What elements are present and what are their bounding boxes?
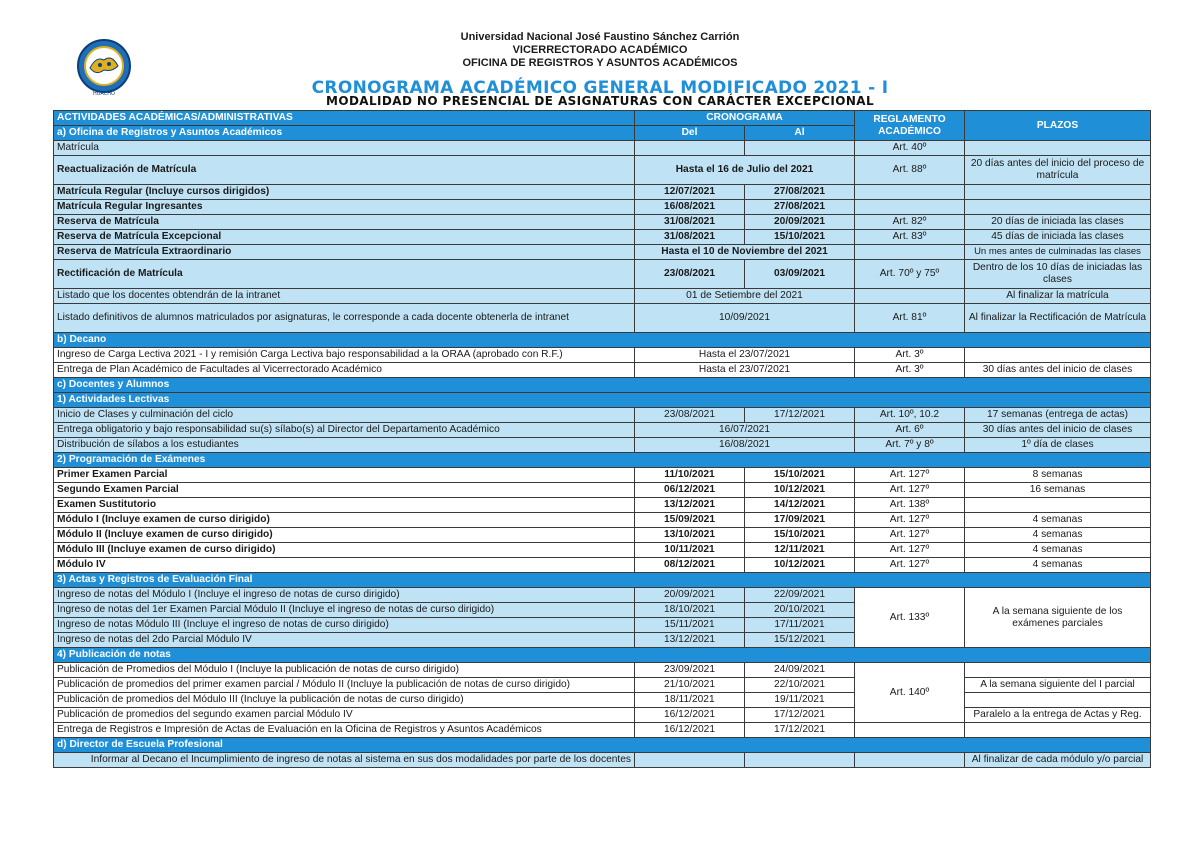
date-range-cell: 16/08/2021 bbox=[635, 438, 855, 453]
del-cell: 21/10/2021 bbox=[635, 678, 745, 693]
plazo-cell: 20 días de iniciada las clases bbox=[965, 215, 1151, 230]
del-cell: 20/09/2021 bbox=[635, 588, 745, 603]
art-cell bbox=[855, 245, 965, 260]
activity-cell: Entrega de Plan Académico de Facultades al Vicerrectorado Académico bbox=[54, 363, 635, 378]
activity-cell: Informar al Decano el Incumplimiento de ingreso de notas al sistema en sus dos modalidades por parte de los docentes bbox=[54, 753, 635, 768]
del-cell: 11/10/2021 bbox=[635, 468, 745, 483]
table-row bbox=[54, 693, 1151, 708]
del-cell bbox=[635, 141, 745, 156]
page-title: CRONOGRAMA ACADÉMICO GENERAL MODIFICADO 2021 - I bbox=[311, 78, 889, 98]
activity-cell: Módulo II (Incluye examen de curso dirigido) bbox=[54, 528, 635, 543]
table-row bbox=[54, 498, 1151, 513]
section-a-title: a) Oficina de Registros y Asuntos Académicos bbox=[54, 126, 635, 141]
table-row bbox=[54, 185, 1151, 200]
activity-cell: Entrega obligatorio y bajo responsabilidad su(s) sílabo(s) al Director del Departamento Académico bbox=[54, 423, 635, 438]
activity-cell: Publicación de promedios del segundo examen parcial Módulo IV bbox=[54, 708, 635, 723]
del-cell: 06/12/2021 bbox=[635, 483, 745, 498]
plazo-cell: 30 días antes del inicio de clases bbox=[965, 423, 1151, 438]
art-cell: Art. 127º bbox=[855, 528, 965, 543]
plazo-cell: A la semana siguiente del I parcial bbox=[965, 678, 1151, 693]
del-cell: 12/07/2021 bbox=[635, 185, 745, 200]
table-row bbox=[54, 753, 1151, 768]
al-cell: 19/11/2021 bbox=[745, 693, 855, 708]
activity-cell: Examen Sustitutorio bbox=[54, 498, 635, 513]
activity-cell: Módulo IV bbox=[54, 558, 635, 573]
table-row bbox=[54, 588, 1151, 603]
art-cell: Art. 133º bbox=[855, 588, 965, 648]
date-range-cell: Hasta el 23/07/2021 bbox=[635, 363, 855, 378]
al-cell: 24/09/2021 bbox=[745, 663, 855, 678]
reglamento-header: REGLAMENTO ACADÉMICO bbox=[855, 111, 965, 141]
al-cell: 17/12/2021 bbox=[745, 408, 855, 423]
activity-cell: Reserva de Matrícula Extraordinario bbox=[54, 245, 635, 260]
art-cell: Art. 3º bbox=[855, 363, 965, 378]
activity-cell: Publicación de Promedios del Módulo I (Incluye la publicación de notas de curso dirigido) bbox=[54, 663, 635, 678]
subsection-header-row bbox=[54, 453, 1151, 468]
activity-cell: Distribución de sílabos a los estudiantes bbox=[54, 438, 635, 453]
table-row bbox=[54, 483, 1151, 498]
subsection-header-row bbox=[54, 393, 1151, 408]
table-row bbox=[54, 200, 1151, 215]
subsection-2-title: 2) Programación de Exámenes bbox=[54, 453, 1151, 468]
activity-cell: Módulo I (Incluye examen de curso dirigido) bbox=[54, 513, 635, 528]
del-cell: 18/11/2021 bbox=[635, 693, 745, 708]
al-cell: 03/09/2021 bbox=[745, 260, 855, 289]
al-cell: 17/12/2021 bbox=[745, 708, 855, 723]
art-cell: Art. 82º bbox=[855, 215, 965, 230]
del-cell: 08/12/2021 bbox=[635, 558, 745, 573]
del-cell: 23/08/2021 bbox=[635, 408, 745, 423]
table-row bbox=[54, 215, 1151, 230]
al-cell: 17/12/2021 bbox=[745, 723, 855, 738]
al-cell: 27/08/2021 bbox=[745, 185, 855, 200]
del-header: Del bbox=[635, 126, 745, 141]
table-row bbox=[54, 513, 1151, 528]
plazo-cell bbox=[965, 200, 1151, 215]
activity-cell: Matrícula Regular (Incluye cursos dirigidos) bbox=[54, 185, 635, 200]
table-row bbox=[54, 438, 1151, 453]
activity-cell: Reserva de Matrícula Excepcional bbox=[54, 230, 635, 245]
plazo-cell: 4 semanas bbox=[965, 558, 1151, 573]
section-header-row bbox=[54, 378, 1151, 393]
table-row bbox=[54, 708, 1151, 723]
plazo-cell: A la semana siguiente de los exámenes parciales bbox=[965, 588, 1151, 648]
del-cell: 23/09/2021 bbox=[635, 663, 745, 678]
activity-cell: Ingreso de Carga Lectiva 2021 - I y remisión Carga Lectiva bajo responsabilidad a la ORAA (aprobado con R.F.) bbox=[54, 348, 635, 363]
del-cell bbox=[635, 753, 745, 768]
plazo-cell: Dentro de los 10 días de iniciadas las clases bbox=[965, 260, 1151, 289]
table-row bbox=[54, 348, 1151, 363]
al-cell: 15/12/2021 bbox=[745, 633, 855, 648]
del-cell: 15/09/2021 bbox=[635, 513, 745, 528]
art-cell bbox=[855, 289, 965, 304]
al-cell bbox=[745, 753, 855, 768]
activity-cell: Reserva de Matrícula bbox=[54, 215, 635, 230]
section-c-title: c) Docentes y Alumnos bbox=[54, 378, 1151, 393]
al-cell: 20/10/2021 bbox=[745, 603, 855, 618]
activity-cell: Módulo III (Incluye examen de curso dirigido) bbox=[54, 543, 635, 558]
date-range-cell: 10/09/2021 bbox=[635, 304, 855, 333]
table-row bbox=[54, 543, 1151, 558]
al-cell: 17/09/2021 bbox=[745, 513, 855, 528]
section-header-row bbox=[54, 333, 1151, 348]
plazo-cell bbox=[965, 723, 1151, 738]
art-cell: Art. 40º bbox=[855, 141, 965, 156]
section-header-row bbox=[54, 738, 1151, 753]
date-range-cell: Hasta el 10 de Noviembre del 2021 bbox=[635, 245, 855, 260]
del-cell: 31/08/2021 bbox=[635, 215, 745, 230]
art-cell: Art. 127º bbox=[855, 468, 965, 483]
al-cell: 10/12/2021 bbox=[745, 483, 855, 498]
activity-cell: Publicación de promedios del Módulo III (Incluye la publicación de notas de curso dirigido) bbox=[54, 693, 635, 708]
date-range-cell: Hasta el 16 de Julio del 2021 bbox=[635, 156, 855, 185]
table-row bbox=[54, 289, 1151, 304]
seal-text: HUACHO bbox=[93, 91, 115, 97]
art-cell bbox=[855, 185, 965, 200]
table-row bbox=[54, 468, 1151, 483]
art-cell: Art. 7º y 8º bbox=[855, 438, 965, 453]
art-cell: Art. 127º bbox=[855, 483, 965, 498]
section-d-title: d) Director de Escuela Profesional bbox=[54, 738, 1151, 753]
art-cell bbox=[855, 723, 965, 738]
plazo-cell bbox=[965, 185, 1151, 200]
al-cell: 10/12/2021 bbox=[745, 558, 855, 573]
activity-cell: Rectificación de Matrícula bbox=[54, 260, 635, 289]
date-range-cell: Hasta el 23/07/2021 bbox=[635, 348, 855, 363]
al-cell: 27/08/2021 bbox=[745, 200, 855, 215]
table-row bbox=[54, 363, 1151, 378]
al-header: Al bbox=[745, 126, 855, 141]
art-cell: Art. 138º bbox=[855, 498, 965, 513]
activity-cell: Listado que los docentes obtendrán de la intranet bbox=[54, 289, 635, 304]
plazo-cell: 20 días antes del inicio del proceso de matrícula bbox=[965, 156, 1151, 185]
plazo-cell: 4 semanas bbox=[965, 513, 1151, 528]
plazo-cell: 17 semanas (entrega de actas) bbox=[965, 408, 1151, 423]
activity-cell: Ingreso de notas Módulo III (Incluye el ingreso de notas de curso dirigido) bbox=[54, 618, 635, 633]
activity-cell: Matrícula Regular Ingresantes bbox=[54, 200, 635, 215]
vice-rectorate: VICERRECTORADO ACADÉMICO bbox=[512, 44, 688, 56]
table-row bbox=[54, 156, 1151, 185]
al-cell: 20/09/2021 bbox=[745, 215, 855, 230]
date-range-cell: 01 de Setiembre del 2021 bbox=[635, 289, 855, 304]
al-cell bbox=[745, 141, 855, 156]
table-row bbox=[54, 260, 1151, 289]
del-cell: 16/12/2021 bbox=[635, 723, 745, 738]
art-cell: Art. 83º bbox=[855, 230, 965, 245]
document-header bbox=[0, 0, 1200, 106]
activity-cell: Inicio de Clases y culminación del ciclo bbox=[54, 408, 635, 423]
table-row bbox=[54, 230, 1151, 245]
al-cell: 17/11/2021 bbox=[745, 618, 855, 633]
subsection-4-title: 4) Publicación de notas bbox=[54, 648, 1151, 663]
activity-cell: Matrícula bbox=[54, 141, 635, 156]
art-cell: Art. 127º bbox=[855, 558, 965, 573]
plazo-cell: Un mes antes de culminadas las clases bbox=[965, 245, 1151, 260]
university-name: Universidad Nacional José Faustino Sánchez Carrión bbox=[460, 31, 740, 43]
plazo-cell: 8 semanas bbox=[965, 468, 1151, 483]
plazo-cell: 30 días antes del inicio de clases bbox=[965, 363, 1151, 378]
activity-cell: Entrega de Registros e Impresión de Actas de Evaluación en la Oficina de Registros y Asuntos Académicos bbox=[54, 723, 635, 738]
plazo-cell bbox=[965, 348, 1151, 363]
table-row bbox=[54, 723, 1151, 738]
al-cell: 14/12/2021 bbox=[745, 498, 855, 513]
plazo-cell bbox=[965, 141, 1151, 156]
table-row bbox=[54, 558, 1151, 573]
art-cell: Art. 81º bbox=[855, 304, 965, 333]
plazo-cell: Al finalizar la matrícula bbox=[965, 289, 1151, 304]
del-cell: 10/11/2021 bbox=[635, 543, 745, 558]
del-cell: 15/11/2021 bbox=[635, 618, 745, 633]
table-row bbox=[54, 245, 1151, 260]
table-row bbox=[54, 408, 1151, 423]
plazo-cell: Paralelo a la entrega de Actas y Reg. bbox=[965, 708, 1151, 723]
section-b-title: b) Decano bbox=[54, 333, 1151, 348]
activity-cell: Ingreso de notas del 2do Parcial Módulo IV bbox=[54, 633, 635, 648]
del-cell: 16/08/2021 bbox=[635, 200, 745, 215]
plazo-cell: 4 semanas bbox=[965, 543, 1151, 558]
al-cell: 22/10/2021 bbox=[745, 678, 855, 693]
activity-cell: Segundo Examen Parcial bbox=[54, 483, 635, 498]
table-header-row bbox=[54, 111, 1151, 126]
plazos-header: PLAZOS bbox=[965, 111, 1151, 141]
art-cell: Art. 6º bbox=[855, 423, 965, 438]
plazo-cell bbox=[965, 693, 1151, 708]
art-cell: Art. 127º bbox=[855, 513, 965, 528]
activity-cell: Ingreso de notas del 1er Examen Parcial Módulo II (Incluye el ingreso de notas de curso dirigido) bbox=[54, 603, 635, 618]
table-row bbox=[54, 304, 1151, 333]
al-cell: 15/10/2021 bbox=[745, 528, 855, 543]
plazo-cell bbox=[965, 498, 1151, 513]
art-cell: Art. 70º y 75º bbox=[855, 260, 965, 289]
del-cell: 13/12/2021 bbox=[635, 633, 745, 648]
art-cell: Art. 88º bbox=[855, 156, 965, 185]
activity-cell: Reactualización de Matrícula bbox=[54, 156, 635, 185]
art-cell: Art. 140º bbox=[855, 663, 965, 723]
subsection-1-title: 1) Actividades Lectivas bbox=[54, 393, 1151, 408]
art-cell: Art. 10º, 10.2 bbox=[855, 408, 965, 423]
subsection-3-title: 3) Actas y Registros de Evaluación Final bbox=[54, 573, 1151, 588]
schedule-table bbox=[53, 110, 1151, 768]
activity-cell: Primer Examen Parcial bbox=[54, 468, 635, 483]
al-cell: 15/10/2021 bbox=[745, 230, 855, 245]
table-row bbox=[54, 528, 1151, 543]
del-cell: 16/12/2021 bbox=[635, 708, 745, 723]
table-row bbox=[54, 423, 1151, 438]
activity-cell: Publicación de promedios del primer examen parcial / Módulo II (Incluye la publicación de notas de curso dirigido) bbox=[54, 678, 635, 693]
art-cell bbox=[855, 753, 965, 768]
table-row bbox=[54, 678, 1151, 693]
del-cell: 18/10/2021 bbox=[635, 603, 745, 618]
office-name: OFICINA DE REGISTROS Y ASUNTOS ACADÉMICOS bbox=[462, 57, 738, 69]
plazo-cell: 45 días de iniciada las clases bbox=[965, 230, 1151, 245]
al-cell: 22/09/2021 bbox=[745, 588, 855, 603]
art-cell: Art. 3º bbox=[855, 348, 965, 363]
plazo-cell bbox=[965, 663, 1151, 678]
plazo-cell: 1º día de clases bbox=[965, 438, 1151, 453]
plazo-cell: Al finalizar la Rectificación de Matrícula bbox=[965, 304, 1151, 333]
activity-cell: Ingreso de notas del Módulo I (Incluye el ingreso de notas de curso dirigido) bbox=[54, 588, 635, 603]
del-cell: 13/12/2021 bbox=[635, 498, 745, 513]
activity-cell: Listado definitivos de alumnos matriculados por asignaturas, le corresponde a cada docente obtenerla de intranet bbox=[54, 304, 635, 333]
al-cell: 15/10/2021 bbox=[745, 468, 855, 483]
plazo-cell: 4 semanas bbox=[965, 528, 1151, 543]
table-row bbox=[54, 141, 1151, 156]
date-range-cell: 16/07/2021 bbox=[635, 423, 855, 438]
cronograma-header: CRONOGRAMA bbox=[635, 111, 855, 126]
del-cell: 23/08/2021 bbox=[635, 260, 745, 289]
del-cell: 31/08/2021 bbox=[635, 230, 745, 245]
art-cell bbox=[855, 200, 965, 215]
page-subtitle: MODALIDAD NO PRESENCIAL DE ASIGNATURAS CON CARÁCTER EXCEPCIONAL bbox=[326, 94, 874, 108]
activities-header: ACTIVIDADES ACADÉMICAS/ADMINISTRATIVAS bbox=[54, 111, 635, 126]
plazo-cell: Al finalizar de cada módulo y/o parcial bbox=[965, 753, 1151, 768]
al-cell: 12/11/2021 bbox=[745, 543, 855, 558]
plazo-cell: 16 semanas bbox=[965, 483, 1151, 498]
del-cell: 13/10/2021 bbox=[635, 528, 745, 543]
subsection-header-row bbox=[54, 573, 1151, 588]
table-row bbox=[54, 663, 1151, 678]
subsection-header-row bbox=[54, 648, 1151, 663]
art-cell: Art. 127º bbox=[855, 543, 965, 558]
